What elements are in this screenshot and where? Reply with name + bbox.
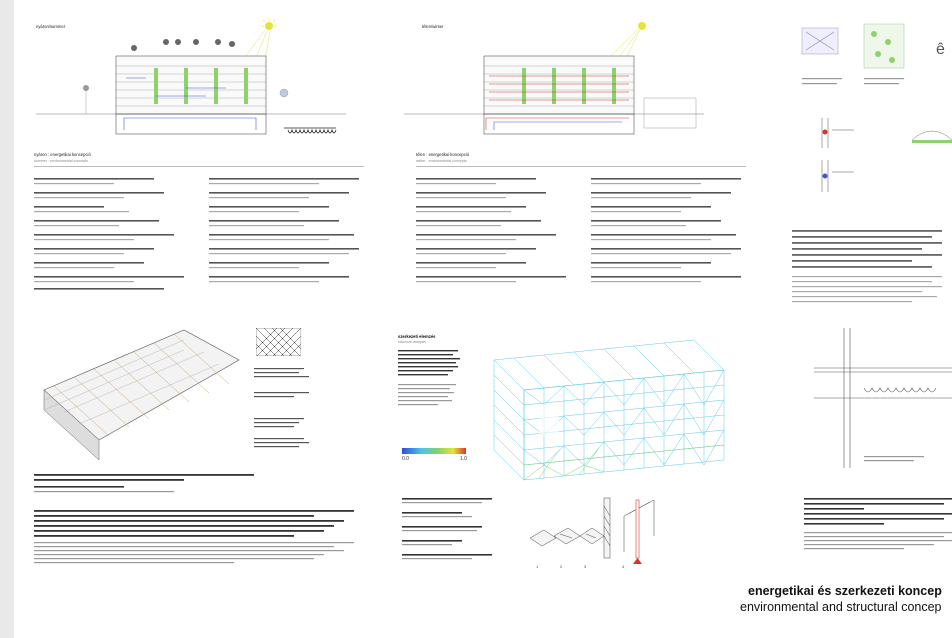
divider xyxy=(34,166,364,167)
element-sketches xyxy=(524,496,664,576)
element-number: 4 xyxy=(622,564,625,569)
color-scale xyxy=(402,448,466,454)
summer-legend-text xyxy=(34,178,364,298)
poster-sheet xyxy=(14,0,952,638)
scale-max-label: 1.0 xyxy=(460,456,467,462)
divider xyxy=(416,166,746,167)
footer-title-en: environmental and structural concep xyxy=(740,600,942,614)
summer-title: nyáron/summer xyxy=(36,24,66,29)
axon-labels xyxy=(254,368,354,458)
element-number: 1 xyxy=(536,564,539,569)
lattice-detail xyxy=(256,328,301,356)
summer-caption-hu: nyáron : energetikai koncepció xyxy=(34,152,91,157)
lower-right-text xyxy=(804,498,952,558)
scale-min-label: 0.0 xyxy=(402,456,409,462)
structure-analysis-text xyxy=(398,350,478,420)
structure-title-hu: szerkezeti elemzés xyxy=(398,334,436,339)
footer-title-hu: energetikai és szerkezeti koncep xyxy=(748,584,942,598)
element-number: 2 xyxy=(560,564,563,569)
summer-caption-en: summer : environmental concepts xyxy=(34,159,88,163)
winter-caption-en: winter : environmental concepts xyxy=(416,159,467,163)
lower-left-text xyxy=(34,474,374,584)
facade-detail-drawings xyxy=(792,20,952,320)
winter-caption-hu: télen : energetikai koncepció xyxy=(416,152,470,157)
winter-title: télen/winter xyxy=(422,24,444,29)
structural-elements-legend xyxy=(402,498,512,568)
structural-axonometric xyxy=(34,320,244,460)
summer-section-drawing xyxy=(36,18,356,153)
structure-wireframe-model xyxy=(484,330,744,490)
structure-title-en: structure analysis xyxy=(398,340,426,344)
winter-legend-text xyxy=(416,178,746,298)
roof-section-detail xyxy=(804,328,952,478)
svg-text:ê: ê xyxy=(936,41,945,58)
element-number: 3 xyxy=(584,564,587,569)
winter-section-drawing xyxy=(404,18,724,153)
